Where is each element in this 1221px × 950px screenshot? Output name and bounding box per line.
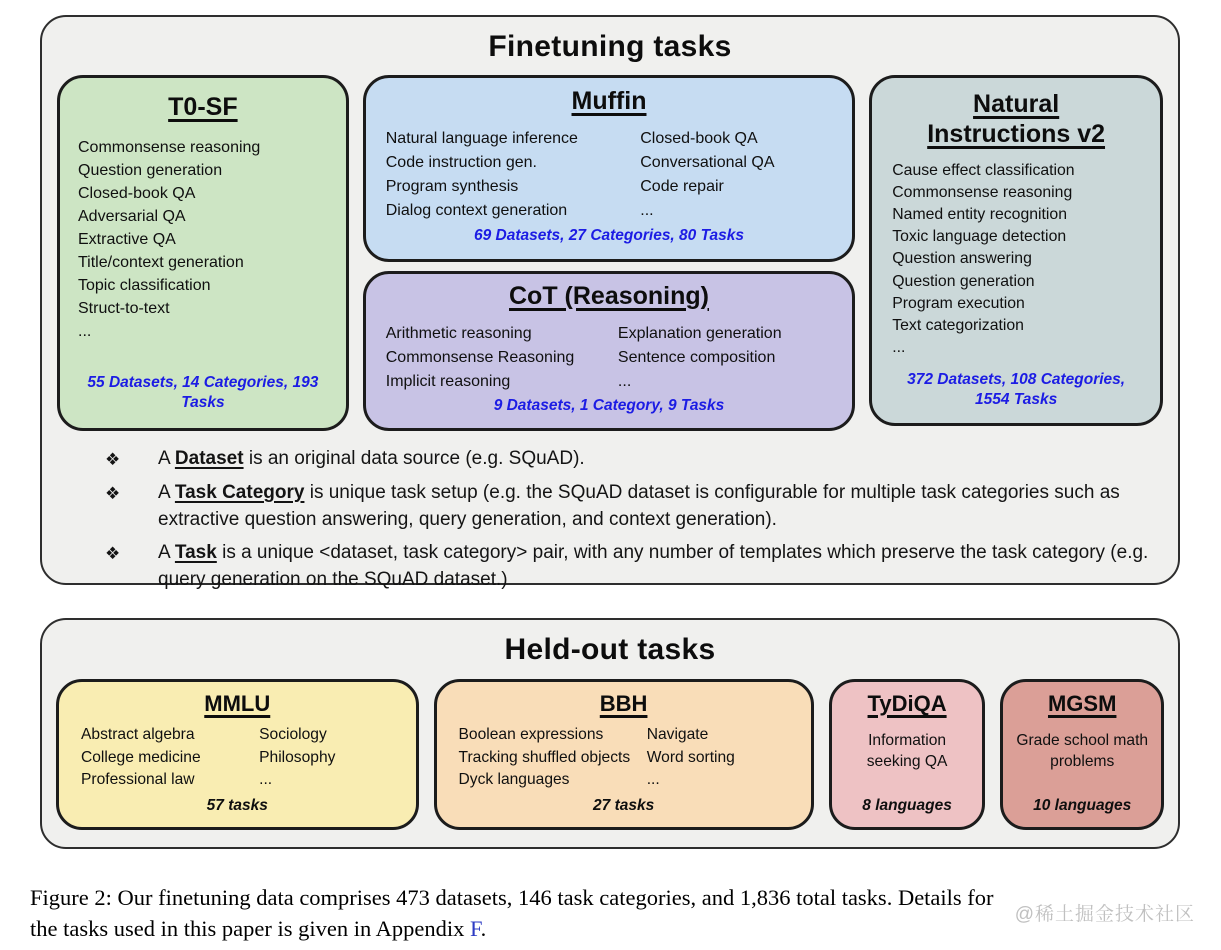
task-item: Professional law <box>81 771 195 789</box>
task-item: Tracking shuffled objects <box>458 748 631 766</box>
muffin-task-col-2 <box>640 127 832 223</box>
heldout-boxes-row <box>42 679 1178 830</box>
t0sf-stats: 55 Datasets, 14 Categories, 193 Tasks <box>87 374 319 412</box>
definition-text: A Task Category is unique task setup (e.g. the SQuAD dataset is configurable for multiple task categories such as extractive question answering, query generation, and context generation). <box>158 481 1120 530</box>
task-item: Boolean expressions <box>458 725 604 743</box>
task-item: Adversarial QA <box>78 207 186 225</box>
definition-term: Dataset <box>174 448 244 469</box>
task-item: Word sorting <box>646 748 735 766</box>
caption-line-2: the tasks used in this paper is given in Appendix F. <box>30 916 487 942</box>
task-item: Abstract algebra <box>81 725 195 743</box>
task-item: Title/context generation <box>78 253 244 271</box>
t0sf-task-list <box>78 136 328 343</box>
finetuning-tasks-panel <box>40 15 1180 591</box>
task-item: Program execution <box>892 294 1025 312</box>
diamond-bullet-icon: ❖ <box>105 450 121 469</box>
task-item: Cause effect classification <box>892 162 1075 179</box>
niv2-task-list <box>892 160 1140 359</box>
definition-task-category <box>105 480 1154 534</box>
task-item: College medicine <box>81 748 201 766</box>
task-item: Closed-book QA <box>78 184 196 202</box>
finetuning-tasks-heading: Finetuning tasks <box>488 30 732 63</box>
cot-task-columns <box>386 322 833 394</box>
niv2-stats: 372 Datasets, 108 Categories, 1554 Tasks <box>907 371 1126 409</box>
cot-task-col-2 <box>618 322 832 394</box>
middle-column <box>363 75 856 431</box>
tydiqa-description: Information seeking QA <box>866 731 948 770</box>
task-item: ... <box>617 372 632 390</box>
muffin-box <box>363 75 856 262</box>
task-item: Question generation <box>78 161 223 179</box>
definition-term: Task <box>174 542 217 564</box>
definition-text: A Dataset is an original data source (e.g. SQuAD). <box>158 448 585 469</box>
task-item: Commonsense Reasoning <box>385 348 575 366</box>
task-item: Program synthesis <box>385 177 519 195</box>
task-item: Sentence composition <box>617 348 776 366</box>
task-item: Closed-book QA <box>640 129 758 147</box>
task-item: Navigate <box>646 725 709 743</box>
mmlu-title: MMLU <box>204 691 271 716</box>
task-item: Code instruction gen. <box>385 153 537 171</box>
definition-term: Task Category <box>174 481 305 503</box>
mmlu-box <box>56 679 419 830</box>
task-item: ... <box>78 322 92 340</box>
task-item: Code repair <box>640 177 724 195</box>
task-item: Topic classification <box>78 276 211 294</box>
task-item: Text categorization <box>892 316 1024 334</box>
task-item: Conversational QA <box>640 153 775 171</box>
muffin-task-col-1 <box>386 127 641 223</box>
task-item: Struct-to-text <box>78 299 170 317</box>
natural-instructions-v2-box <box>869 75 1163 426</box>
task-item: Toxic language detection <box>892 228 1067 246</box>
tydiqa-title: TyDiQA <box>867 691 947 716</box>
t0sf-title: T0-SF <box>168 93 238 121</box>
task-item: Extractive QA <box>78 230 176 248</box>
diamond-bullet-icon: ❖ <box>105 544 121 564</box>
task-item: Sociology <box>259 725 327 743</box>
task-item: Arithmetic reasoning <box>385 324 532 342</box>
bbh-title: BBH <box>599 691 648 716</box>
tydiqa-stats: 8 languages <box>862 797 952 814</box>
niv2-title: Natural Instructions v2 <box>927 90 1106 148</box>
task-item: ... <box>646 771 660 789</box>
watermark: @稀土掘金技术社区 <box>1014 904 1195 925</box>
heldout-tasks-panel <box>40 618 1180 849</box>
task-item: ... <box>640 201 654 219</box>
tydiqa-box <box>829 679 986 830</box>
mgsm-box <box>1000 679 1164 830</box>
finetuning-boxes-row <box>42 75 1178 431</box>
muffin-title: Muffin <box>571 87 647 115</box>
mmlu-task-columns <box>81 724 394 792</box>
cot-box <box>363 271 856 431</box>
bbh-task-col-1 <box>459 724 647 792</box>
cot-title: CoT (Reasoning) <box>509 282 709 310</box>
mmlu-task-col-1 <box>81 724 259 792</box>
caption-line-1: Figure 2: Our finetuning data comprises 473 datasets, 146 task categories, and 1,836 total tasks. Details for <box>30 885 994 910</box>
bbh-task-columns <box>459 724 789 792</box>
task-item: Named entity recognition <box>892 206 1067 224</box>
cot-task-col-1 <box>386 322 618 394</box>
muffin-task-columns <box>386 127 833 223</box>
mgsm-stats: 10 languages <box>1033 797 1132 814</box>
t0sf-box <box>57 75 349 431</box>
cot-stats: 9 Datasets, 1 Category, 9 Tasks <box>493 397 725 415</box>
diamond-bullet-icon: ❖ <box>105 483 121 503</box>
heldout-tasks-heading: Held-out tasks <box>504 633 716 666</box>
appendix-f-link[interactable]: F <box>469 916 481 942</box>
definitions-list <box>105 446 1154 594</box>
bbh-task-col-2 <box>647 724 789 792</box>
definition-task <box>105 540 1154 594</box>
muffin-stats: 69 Datasets, 27 Categories, 80 Tasks <box>474 227 744 245</box>
mmlu-task-col-2 <box>259 724 393 792</box>
task-item: ... <box>892 338 906 356</box>
definition-dataset <box>105 446 1154 473</box>
task-item: Explanation generation <box>617 324 782 342</box>
mgsm-title: MGSM <box>1047 691 1117 716</box>
task-item: Natural language inference <box>385 129 578 147</box>
task-item: Philosophy <box>259 748 336 766</box>
task-item: Question generation <box>892 272 1035 290</box>
bbh-stats: 27 tasks <box>593 797 655 814</box>
task-item: Dialog context generation <box>385 201 568 219</box>
definition-text: A Task is a unique <dataset, task category> pair, with any number of templates which preserve the task category (e.g. query generation on the SQuAD dataset.) <box>158 542 1149 591</box>
mgsm-description: Grade school math problems <box>1016 731 1149 770</box>
mmlu-stats: 57 tasks <box>206 797 268 814</box>
task-item: Implicit reasoning <box>385 372 511 390</box>
task-item: Commonsense reasoning <box>78 138 261 156</box>
task-item: Question answering <box>892 250 1032 268</box>
task-item: Commonsense reasoning <box>892 184 1073 202</box>
task-item: ... <box>259 771 273 789</box>
task-item: Dyck languages <box>458 771 570 789</box>
bbh-box <box>434 679 814 830</box>
